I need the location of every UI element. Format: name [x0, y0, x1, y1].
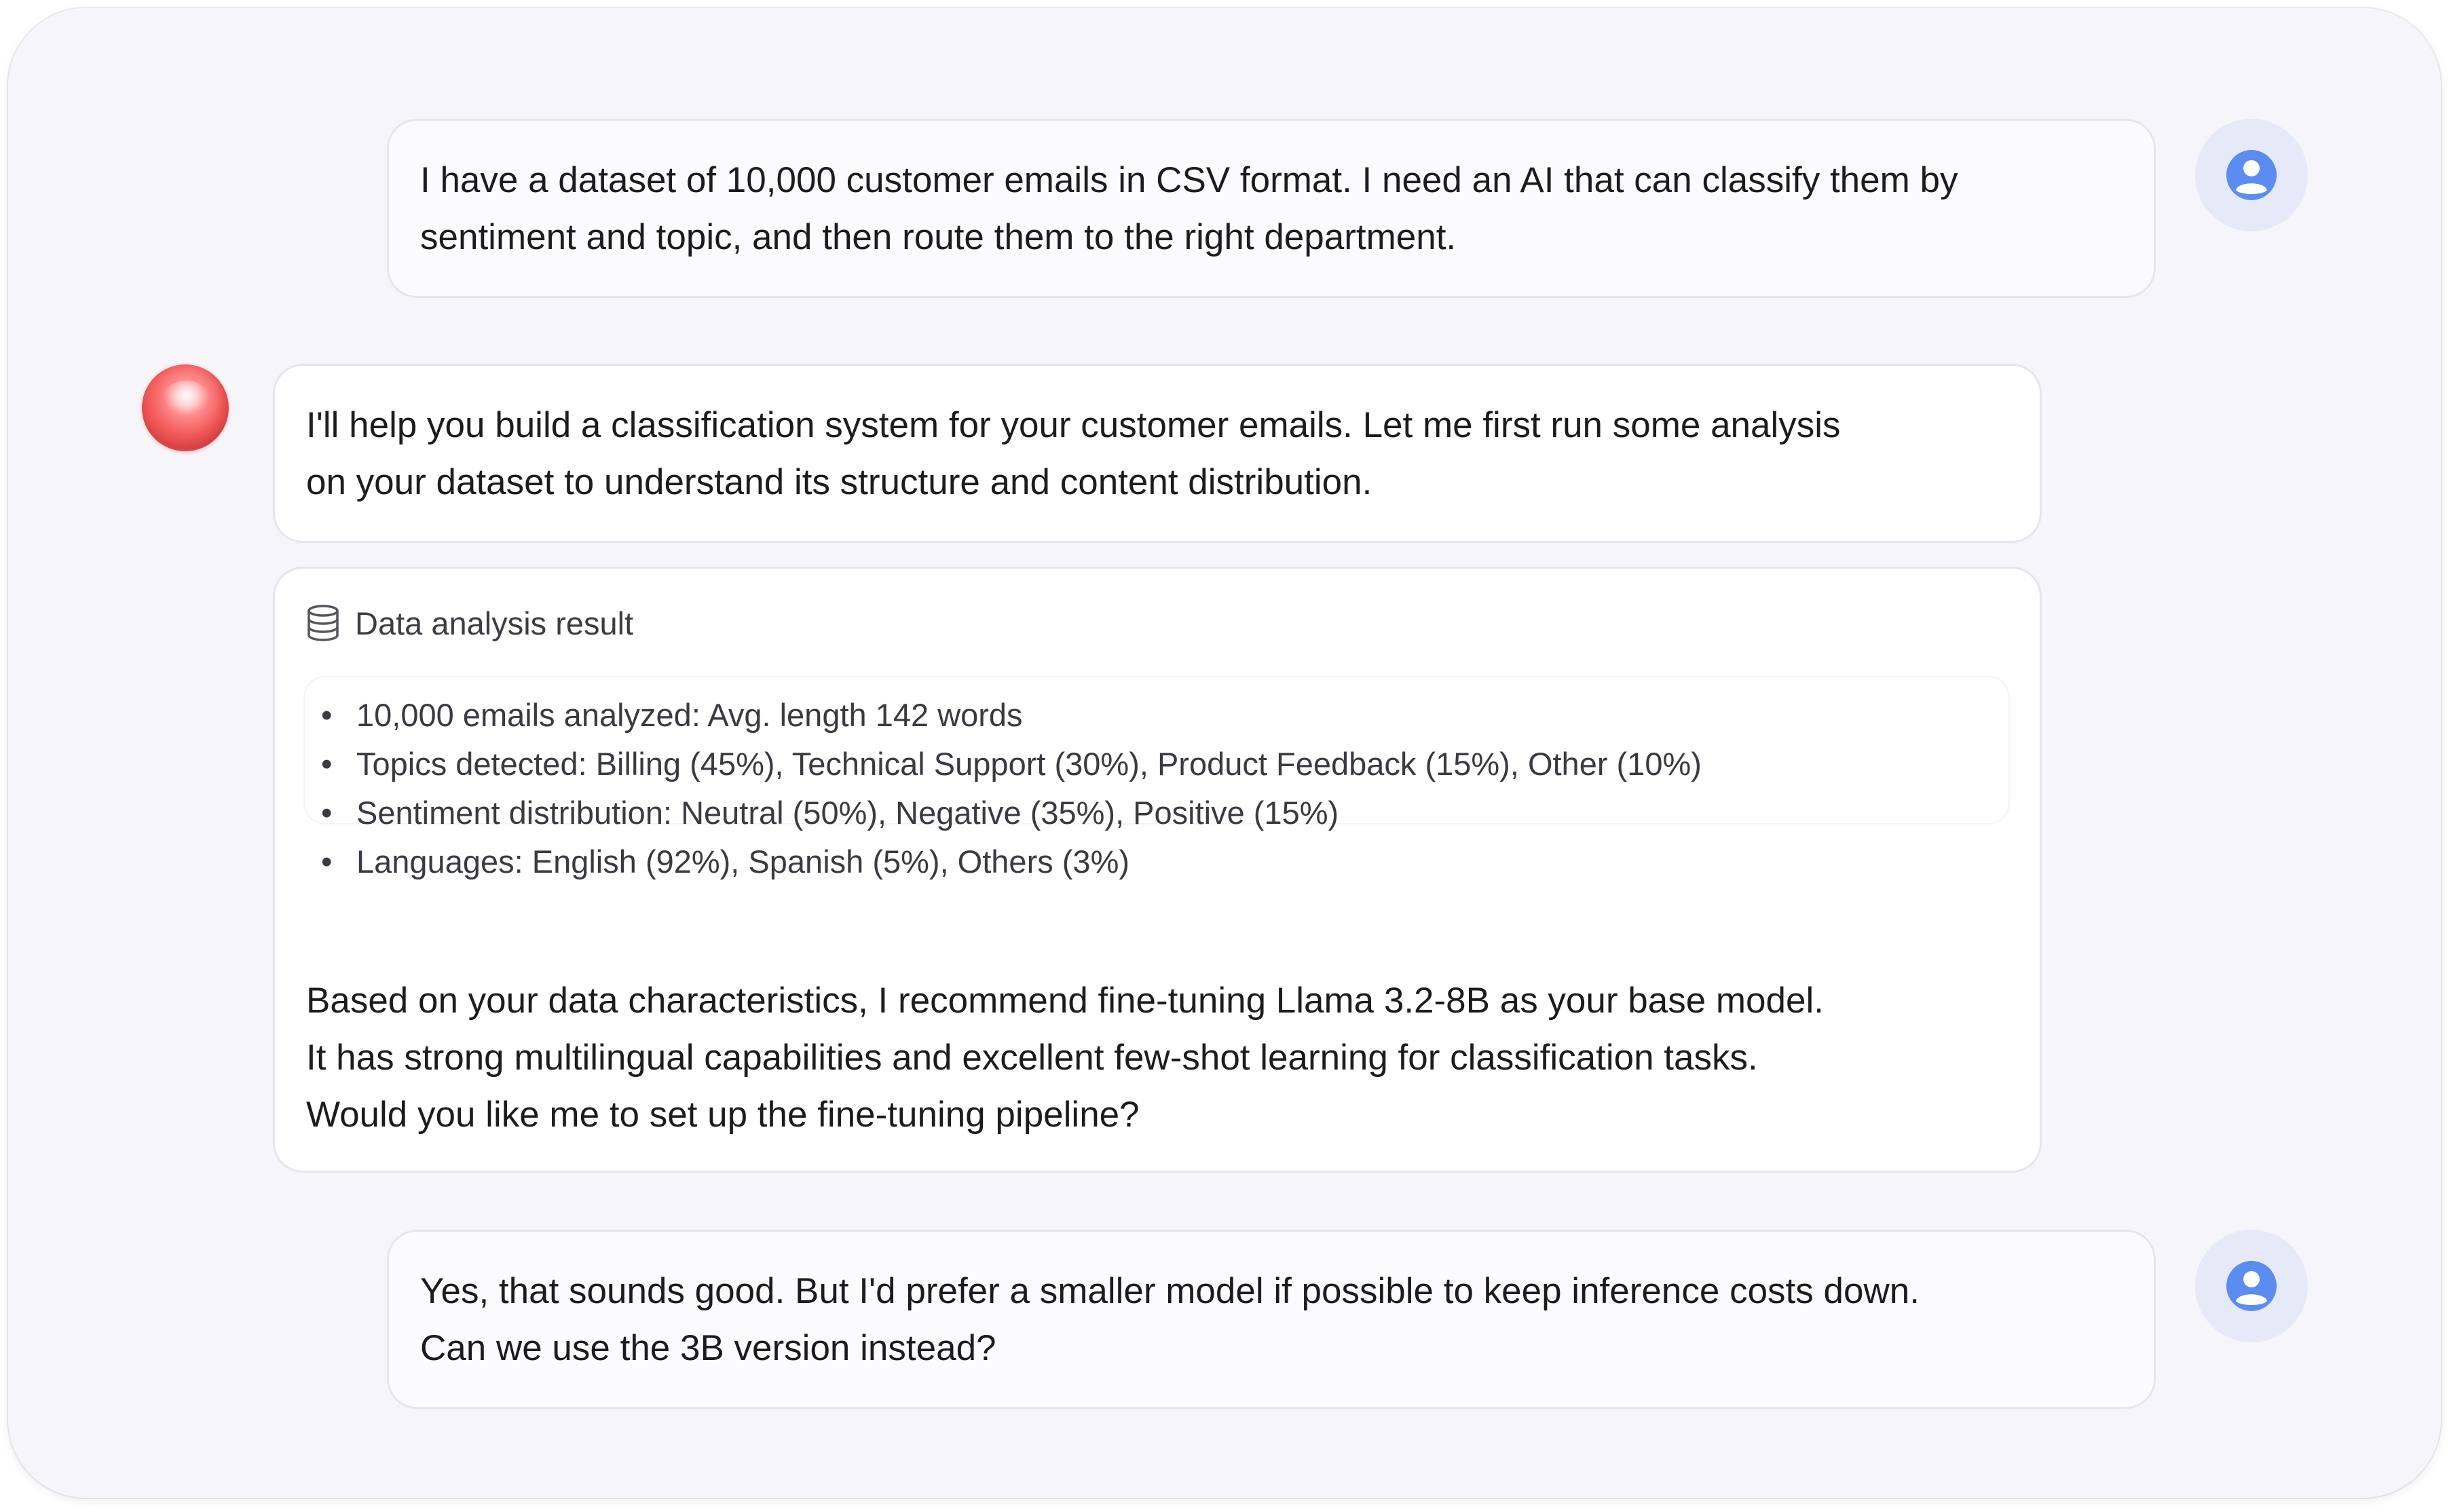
user-message-2-line-2: Can we use the 3B version instead? [420, 1328, 996, 1368]
user-avatar [2195, 1230, 2308, 1342]
assistant-message-bubble-1 [273, 364, 2042, 543]
user-avatar [2195, 119, 2308, 231]
list-item: • Topics detected: Billing (45%), Technical Support (30%), Product Feedback (15%), Other (10%) [309, 740, 2019, 789]
database-icon [306, 604, 340, 642]
chat-window [8, 8, 2441, 1498]
analysis-results-list [309, 691, 2019, 880]
assistant-message-1-line-2: on your dataset to understand its structure and content distribution. [306, 462, 1372, 502]
user-message-bubble-2 [387, 1230, 2156, 1409]
assistant-recommendation-line-1: Based on your data characteristics, I recommend fine-tuning Llama 3.2-8B as your base model. [306, 981, 1824, 1021]
data-analysis-header [306, 604, 633, 642]
data-analysis-card [273, 567, 2042, 1173]
assistant-recommendation-line-2: It has strong multilingual capabilities and excellent few-shot learning for classification tasks. [306, 1038, 1758, 1078]
data-analysis-title: Data analysis result [355, 605, 634, 641]
list-item: • Sentiment distribution: Neutral (50%), Negative (35%), Positive (15%) [309, 789, 2019, 837]
assistant-orb-icon [142, 364, 229, 451]
list-item: • 10,000 emails analyzed: Avg. length 142 words [309, 691, 2019, 740]
user-message-2-line-1: Yes, that sounds good. But I'd prefer a smaller model if possible to keep inference costs down. [420, 1271, 1920, 1311]
user-avatar-icon [2224, 148, 2279, 202]
list-item: • Languages: English (92%), Spanish (5%), Others (3%) [309, 837, 2019, 886]
user-message-1-line-2: sentiment and topic, and then route them to the right department. [420, 217, 1457, 257]
user-message-bubble-1 [387, 119, 2156, 298]
user-avatar-icon [2224, 1259, 2279, 1313]
assistant-message-1-line-1: I'll help you build a classification system for your customer emails. Let me first run some analysis [306, 405, 1841, 445]
user-message-1-line-1: I have a dataset of 10,000 customer emails in CSV format. I need an AI that can classify them by [420, 160, 1958, 200]
assistant-recommendation-line-3: Would you like me to set up the fine-tuning pipeline? [306, 1095, 1140, 1135]
